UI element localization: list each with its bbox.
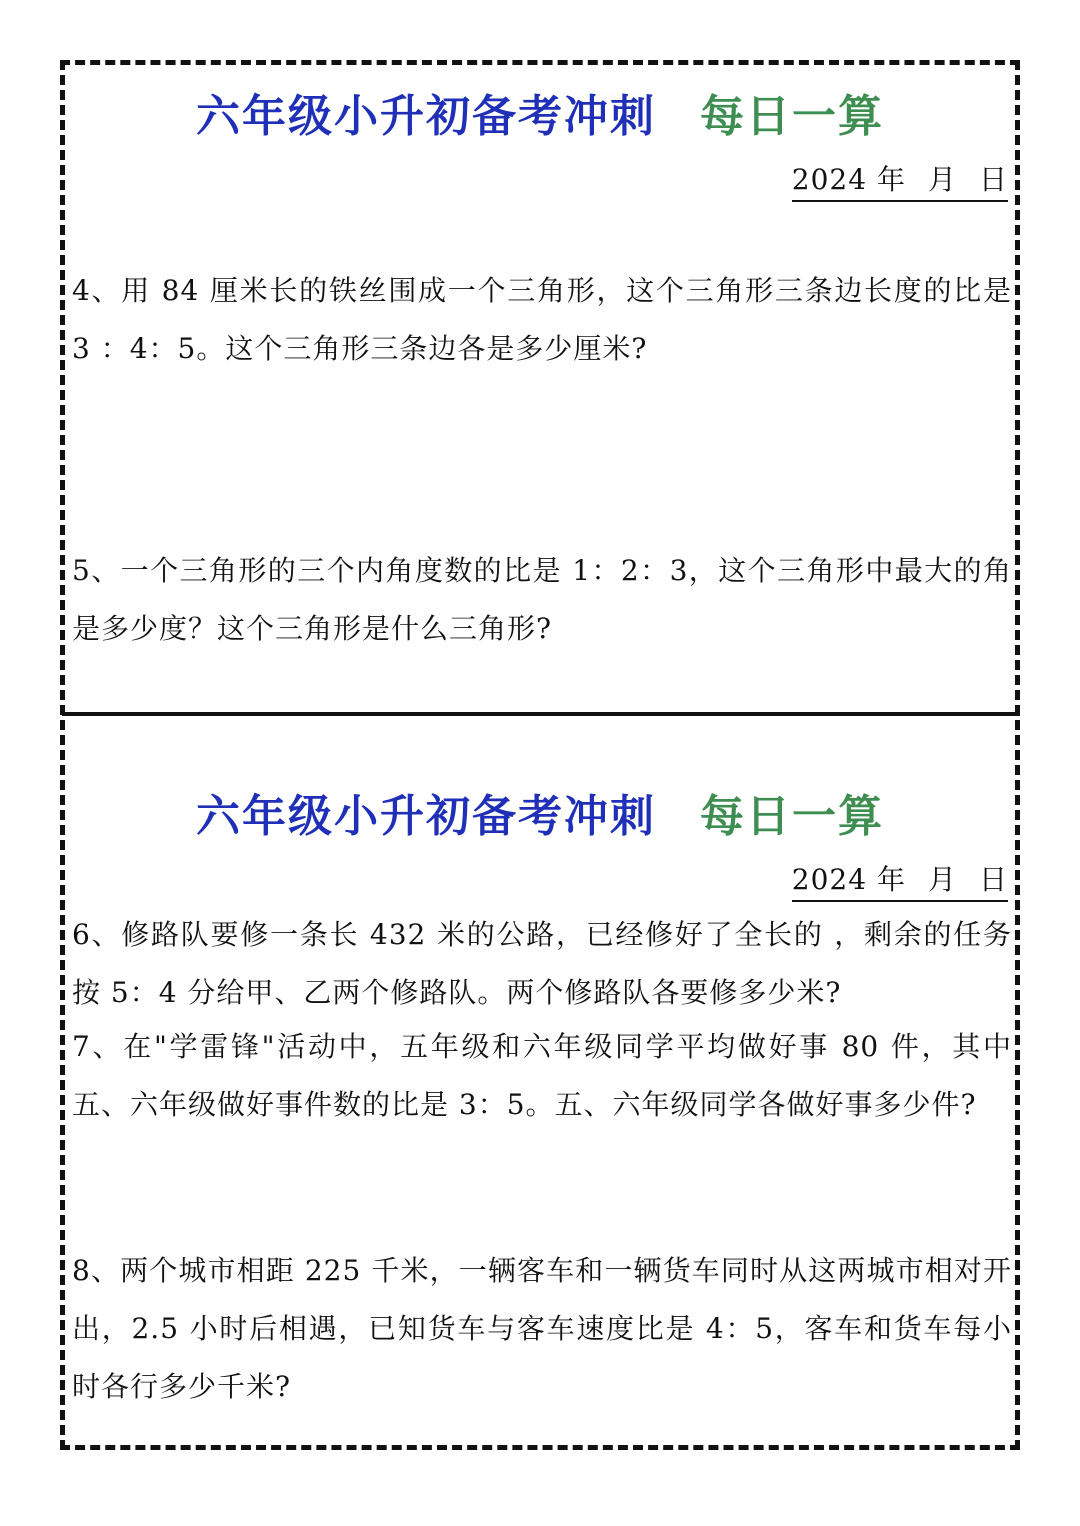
date-day: 日: [978, 163, 1008, 196]
question-6: 6、修路队要修一条长 432 米的公路，已经修好了全长的 ，剩余的任务按 5：4 分给甲、乙两个修路队。两个修路队各要修多少米?: [72, 918, 1012, 1009]
date-year: 2024 年: [791, 863, 906, 896]
card1-title: [0, 80, 1080, 144]
question-4: 4、用 84 厘米长的铁丝围成一个三角形，这个三角形三条边长度的比是 3 ：4：5。这个三角形三条边各是多少厘米?: [72, 274, 1012, 365]
question-8: 8、两个城市相距 225 千米，一辆客车和一辆货车同时从这两城市相对开出，2.5 小时后相遇，已知货车与客车速度比是 4：5，客车和货车每小时各行多少千米?: [72, 1254, 1012, 1403]
question-5: 5、一个三角形的三个内角度数的比是 1：2：3，这个三角形中最大的角是多少度？这个三角形是什么三角形?: [72, 554, 1012, 645]
date-year: 2024 年: [791, 163, 906, 196]
title-sub: 每日一算: [700, 791, 884, 842]
card1-date: [792, 158, 1008, 202]
title-main: 六年级小升初备考冲刺: [196, 791, 656, 842]
date-month: 月: [927, 163, 957, 196]
title-main: 六年级小升初备考冲刺: [196, 91, 656, 142]
question-7: 7、在"学雷锋"活动中，五年级和六年级同学平均做好事 80 件，其中五、六年级做好事件数的比是 3：5。五、六年级同学各做好事多少件?: [72, 1030, 1012, 1121]
card2-title: [0, 780, 1080, 844]
date-month: 月: [927, 863, 957, 896]
card-divider: [62, 712, 1020, 716]
title-sub: 每日一算: [700, 91, 884, 142]
card2-date: [792, 858, 1008, 902]
date-day: 日: [978, 863, 1008, 896]
